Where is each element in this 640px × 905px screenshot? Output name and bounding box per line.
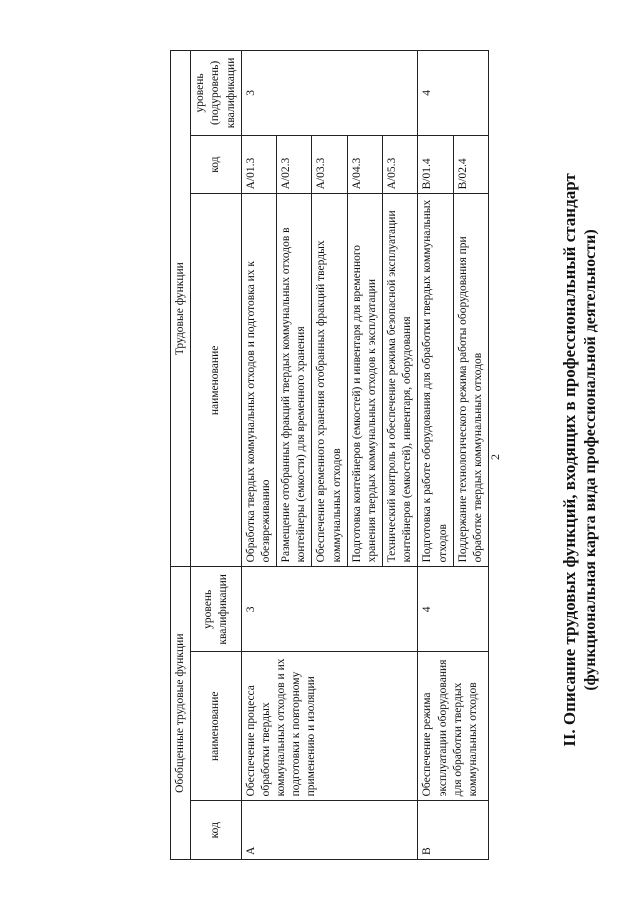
function-level: 3 — [241, 51, 418, 136]
function-name: Подготовка контейнеров (емкостей) и инвентаря для временного хранения твердых коммунальных отходов к эксплуатации — [347, 194, 382, 567]
function-code: A/03.3 — [312, 135, 347, 194]
title-line-2: (функциональная карта вида профессиональной деятельности) — [582, 229, 599, 691]
header-level: уровень квалификации — [191, 567, 242, 652]
header-labor-functions: Трудовые функции — [171, 51, 191, 567]
function-name: Технический контроль и обеспечение режима безопасной эксплуатации контейнеров (емкостей), инвентаря, оборудования — [383, 194, 418, 567]
function-code: A/04.3 — [347, 135, 382, 194]
generalized-level: 4 — [418, 567, 489, 652]
function-code: B/01.4 — [418, 135, 453, 194]
table-row — [418, 51, 453, 860]
page-number: 2 — [488, 454, 502, 460]
header-function-name: наименование — [191, 194, 242, 567]
function-name: Поддержание технологического режима работы оборудования при обработке твердых коммунальных отходов — [453, 194, 488, 567]
functional-map-table — [170, 50, 489, 860]
header-columns-row — [191, 51, 242, 860]
function-name: Подготовка к работе оборудования для обработки твердых коммунальных отходов — [418, 194, 453, 567]
function-name: Обработка твердых коммунальных отходов и подготовка их к обезвреживанию — [241, 194, 276, 567]
generalized-code: В — [418, 801, 489, 860]
header-group-row — [171, 51, 191, 860]
rotated-page — [40, 35, 600, 885]
generalized-level: 3 — [241, 567, 418, 652]
generalized-code: А — [241, 801, 418, 860]
generalized-name: Обеспечение процесса обработки твердых коммунальных отходов и их подготовки к повторному применению и изоляции — [241, 652, 418, 801]
function-code: A/05.3 — [383, 135, 418, 194]
header-function-level: уровень (подуровень) квалификации — [191, 51, 242, 136]
header-function-code: код — [191, 135, 242, 194]
function-name: Обеспечение временного хранения отобранных фракций твердых коммунальных отходов — [312, 194, 347, 567]
function-level: 4 — [418, 51, 489, 136]
function-code: A/01.3 — [241, 135, 276, 194]
generalized-name: Обеспечение режима эксплуатации оборудования для обработки твердых коммунальных отходов — [418, 652, 489, 801]
header-generalized-functions: Обобщенные трудовые функции — [171, 567, 191, 860]
function-code: B/02.4 — [453, 135, 488, 194]
table-row — [241, 51, 276, 860]
title-line-1: II. Описание трудовых функций, входящих в профессиональный стандарт — [560, 173, 579, 747]
function-name: Размещение отобранных фракций твердых коммунальных отходов в контейнеры (емкости) для временного хранения — [277, 194, 312, 567]
function-code: A/02.3 — [277, 135, 312, 194]
header-name: наименование — [191, 652, 242, 801]
header-code: код — [191, 801, 242, 860]
